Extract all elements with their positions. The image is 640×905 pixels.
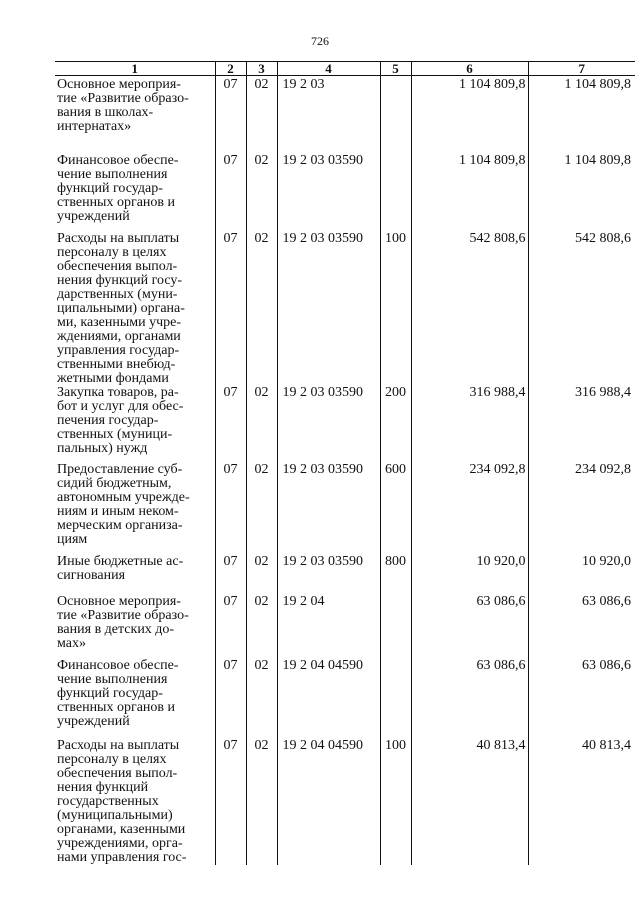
section-code-cell: 07 <box>215 595 246 659</box>
amount-col7-cell: 63 086,6 <box>528 659 635 739</box>
amount-col6-cell: 234 092,8 <box>411 463 528 555</box>
table-row <box>55 463 635 555</box>
column-header: 4 <box>277 62 380 76</box>
expense-name-line: нами управления гос- <box>57 849 187 865</box>
target-article-cell: 19 2 04 04590 <box>277 739 380 865</box>
target-article-cell: 19 2 03 03590 <box>277 463 380 555</box>
expense-name-cell <box>55 232 215 386</box>
target-article-cell: 19 2 03 <box>277 76 380 154</box>
expense-name-line: вания в детских до- <box>57 621 175 637</box>
expense-name-line: нения функций госу- <box>57 272 183 288</box>
expense-type-cell: 100 <box>380 232 411 386</box>
expense-name-line: ственных органов и <box>57 699 176 715</box>
amount-col7-cell: 316 988,4 <box>528 386 635 463</box>
expense-name-line: чение выполнения <box>57 166 168 182</box>
target-article-cell: 19 2 03 03590 <box>277 386 380 463</box>
expense-name-cell <box>55 555 215 595</box>
expense-name-line: сигнования <box>57 567 126 583</box>
expense-name-line: органами, казенными <box>57 821 186 837</box>
section-code-cell: 07 <box>215 76 246 154</box>
expense-name-line: чение выполнения <box>57 671 168 687</box>
amount-col7-cell: 1 104 809,8 <box>528 76 635 154</box>
amount-col6-cell: 542 808,6 <box>411 232 528 386</box>
expense-name-line: учреждениями, орга- <box>57 835 183 851</box>
expense-name-line: (муниципальными) <box>57 807 173 823</box>
subsection-code-cell: 02 <box>246 555 277 595</box>
expense-name-line: обеспечения выпол- <box>57 258 178 274</box>
section-code-cell: 07 <box>215 463 246 555</box>
column-header: 2 <box>215 62 246 76</box>
amount-col7-cell: 1 104 809,8 <box>528 154 635 232</box>
expense-type-cell <box>380 154 411 232</box>
amount-col7-cell: 10 920,0 <box>528 555 635 595</box>
subsection-code-cell: 02 <box>246 595 277 659</box>
expense-name-line: ниям и иным неком- <box>57 503 179 519</box>
table-row <box>55 739 635 865</box>
expense-name-line: функций государ- <box>57 180 163 196</box>
subsection-code-cell: 02 <box>246 76 277 154</box>
table-row <box>55 659 635 739</box>
column-header: 5 <box>380 62 411 76</box>
expense-name-line: государственных <box>57 793 159 809</box>
section-code-cell: 07 <box>215 659 246 739</box>
expense-name-line: вания в школах- <box>57 105 154 120</box>
expense-name-line: печения государ- <box>57 412 159 428</box>
expense-type-cell: 200 <box>380 386 411 463</box>
section-code-cell: 07 <box>215 555 246 595</box>
expense-name-line: Предоставление суб- <box>57 461 183 477</box>
subsection-code-cell: 02 <box>246 154 277 232</box>
column-header: 6 <box>411 62 528 76</box>
expense-name-cell <box>55 595 215 659</box>
expense-name-line: персоналу в целях <box>57 244 167 260</box>
expense-name-line: ципальными) органа- <box>57 300 185 316</box>
expense-name-cell <box>55 154 215 232</box>
expense-name-line: автономным учрежде- <box>57 489 190 505</box>
column-header: 7 <box>528 62 635 76</box>
subsection-code-cell: 02 <box>246 739 277 865</box>
table-body <box>55 76 635 865</box>
expense-type-cell <box>380 595 411 659</box>
subsection-code-cell: 02 <box>246 232 277 386</box>
expense-name-cell <box>55 386 215 463</box>
target-article-cell: 19 2 03 03590 <box>277 555 380 595</box>
expense-type-cell <box>380 659 411 739</box>
expense-name-line: пальных) нужд <box>57 440 148 456</box>
expense-name-line: ждениями, органами <box>57 328 181 344</box>
expense-name-line: функций государ- <box>57 685 163 701</box>
target-article-cell: 19 2 03 03590 <box>277 232 380 386</box>
expense-name-line: учреждений <box>57 208 130 224</box>
expense-name-line: дарственных (муни- <box>57 286 178 302</box>
amount-col6-cell: 316 988,4 <box>411 386 528 463</box>
amount-col7-cell: 63 086,6 <box>528 595 635 659</box>
subsection-code-cell: 02 <box>246 463 277 555</box>
expense-name-line: Финансовое обеспе- <box>57 657 179 673</box>
amount-col6-cell: 63 086,6 <box>411 595 528 659</box>
budget-table <box>55 61 635 865</box>
table-row <box>55 555 635 595</box>
expense-type-cell: 600 <box>380 463 411 555</box>
table-header <box>55 62 635 76</box>
table-row <box>55 154 635 232</box>
expense-name-cell <box>55 76 215 154</box>
expense-name-line: ственных (муници- <box>57 426 173 442</box>
amount-col7-cell: 542 808,6 <box>528 232 635 386</box>
amount-col6-cell: 63 086,6 <box>411 659 528 739</box>
expense-name-line: Основное мероприя- <box>57 77 181 92</box>
expense-name-line: тие «Развитие образо- <box>57 607 189 623</box>
amount-col7-cell: 234 092,8 <box>528 463 635 555</box>
expense-name-line: циям <box>57 531 88 547</box>
expense-name-line: ственными внебюд- <box>57 356 176 372</box>
expense-name-cell <box>55 463 215 555</box>
column-header: 3 <box>246 62 277 76</box>
amount-col6-cell: 40 813,4 <box>411 739 528 865</box>
expense-name-line: Закупка товаров, ра- <box>57 384 179 400</box>
expense-name-line: Иные бюджетные ас- <box>57 553 184 569</box>
table-row <box>55 386 635 463</box>
expense-name-line: ми, казенными учре- <box>57 314 182 330</box>
expense-name-line: обеспечения выпол- <box>57 765 178 781</box>
table-row <box>55 595 635 659</box>
expense-type-cell <box>380 76 411 154</box>
expense-name-line: бот и услуг для обес- <box>57 398 184 414</box>
section-code-cell: 07 <box>215 386 246 463</box>
subsection-code-cell: 02 <box>246 386 277 463</box>
expense-name-line: ственных органов и <box>57 194 176 210</box>
section-code-cell: 07 <box>215 739 246 865</box>
expense-name-line: учреждений <box>57 713 130 729</box>
expense-name-line: Финансовое обеспе- <box>57 152 179 168</box>
expense-name-line: нения функций <box>57 779 149 795</box>
expense-name-cell <box>55 739 215 865</box>
expense-name-line: сидий бюджетным, <box>57 475 172 491</box>
target-article-cell: 19 2 03 03590 <box>277 154 380 232</box>
table-row <box>55 76 635 154</box>
expense-name-line: интернатах» <box>57 119 132 134</box>
expense-type-cell: 800 <box>380 555 411 595</box>
expense-name-line: мах» <box>57 635 86 651</box>
section-code-cell: 07 <box>215 154 246 232</box>
amount-col6-cell: 1 104 809,8 <box>411 76 528 154</box>
subsection-code-cell: 02 <box>246 659 277 739</box>
expense-type-cell: 100 <box>380 739 411 865</box>
page-number: 726 <box>311 34 329 48</box>
expense-name-line: мерческим организа- <box>57 517 183 533</box>
expense-name-line: управления государ- <box>57 342 180 358</box>
expense-name-line: Основное мероприя- <box>57 593 181 609</box>
amount-col6-cell: 1 104 809,8 <box>411 154 528 232</box>
target-article-cell: 19 2 04 04590 <box>277 659 380 739</box>
expense-name-cell <box>55 659 215 739</box>
header-row <box>55 62 635 76</box>
amount-col7-cell: 40 813,4 <box>528 739 635 865</box>
section-code-cell: 07 <box>215 232 246 386</box>
expense-name-line: тие «Развитие образо- <box>57 91 189 106</box>
expense-name-line: Расходы на выплаты <box>57 230 180 246</box>
target-article-cell: 19 2 04 <box>277 595 380 659</box>
expense-name-line: Расходы на выплаты <box>57 737 180 753</box>
amount-col6-cell: 10 920,0 <box>411 555 528 595</box>
expense-name-line: персоналу в целях <box>57 751 167 767</box>
table-row <box>55 232 635 386</box>
column-header: 1 <box>55 62 215 76</box>
expense-name-line: жетными фондами <box>57 370 169 386</box>
